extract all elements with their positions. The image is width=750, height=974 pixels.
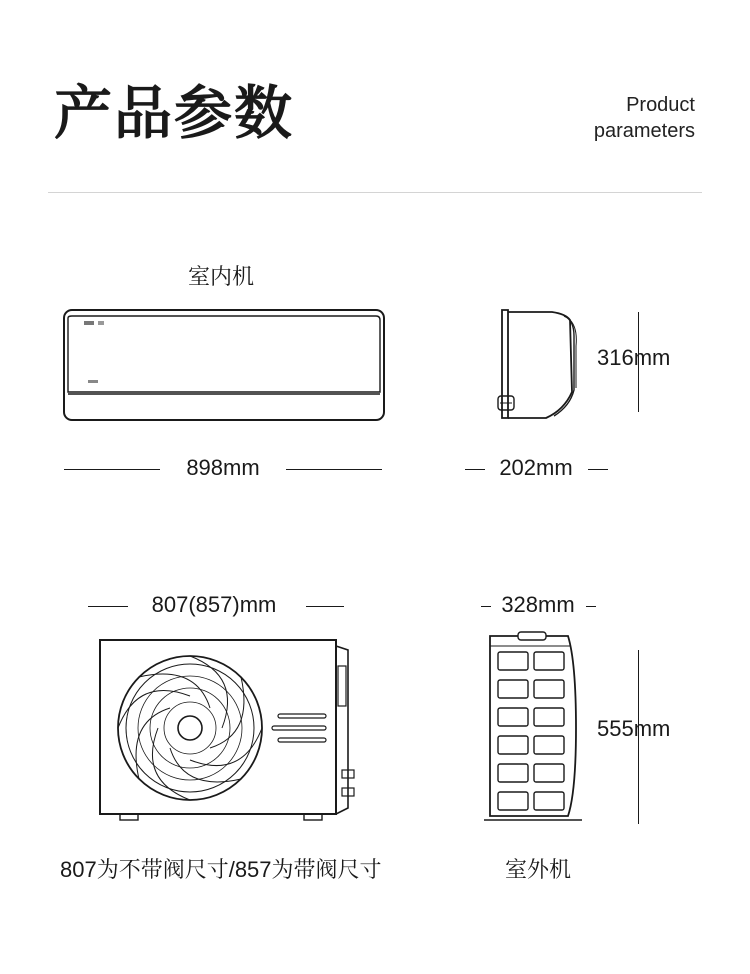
subtitle-line-1: Product — [626, 94, 695, 116]
outdoor-size-note: 807为不带阀尺寸/857为带阀尺寸 — [60, 857, 382, 882]
indoor-width-line-right — [286, 469, 382, 470]
outdoor-depth-value: 328mm — [501, 592, 575, 617]
outdoor-width-value: 807(857)mm — [151, 592, 277, 617]
indoor-unit-label: 室内机 — [188, 264, 255, 289]
indoor-depth-line-left — [465, 469, 485, 470]
subtitle-line-2: parameters — [593, 120, 695, 142]
indoor-width-line-left — [64, 469, 160, 470]
outdoor-depth-line-left — [481, 606, 491, 607]
page-subtitle — [594, 92, 695, 144]
indoor-depth-value: 202mm — [499, 455, 573, 480]
outdoor-unit-side-drawing — [484, 632, 594, 824]
outdoor-width-line-right — [306, 606, 344, 607]
outdoor-depth-line-right — [586, 606, 596, 607]
outdoor-height-value: 555mm — [597, 716, 671, 741]
outdoor-unit-label: 室外机 — [505, 857, 572, 882]
indoor-unit-side-drawing — [494, 306, 584, 426]
indoor-width-value: 898mm — [186, 455, 260, 480]
indoor-unit-front-drawing — [60, 306, 390, 426]
indoor-height-value: 316mm — [597, 345, 671, 370]
outdoor-unit-front-drawing — [92, 636, 362, 826]
header-divider — [48, 192, 702, 193]
indoor-depth-line-right — [588, 469, 608, 470]
outdoor-width-line-left — [88, 606, 128, 607]
page-title: 产品参数 — [54, 79, 295, 147]
